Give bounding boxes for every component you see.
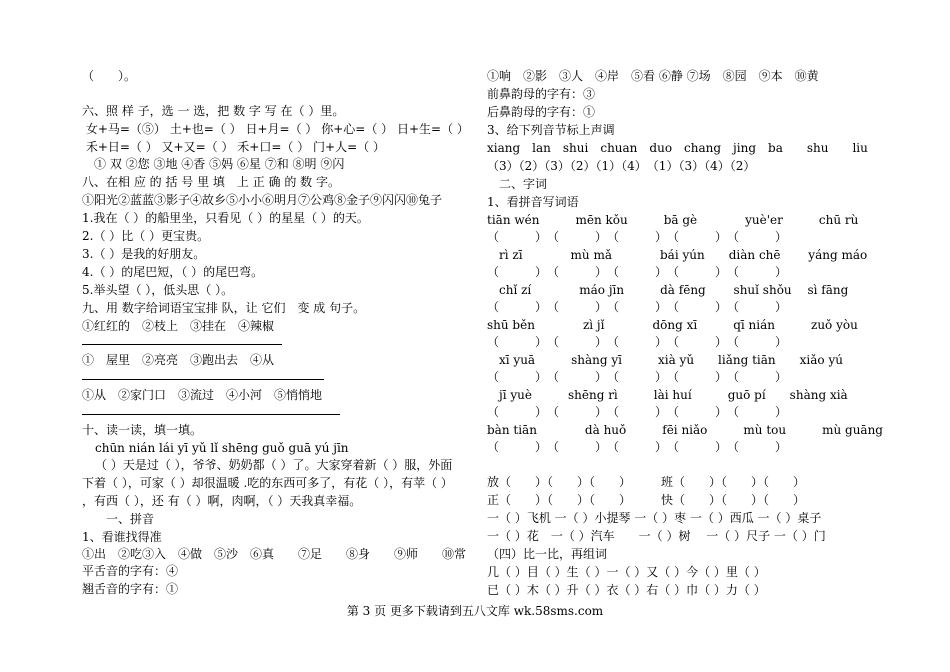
question-line: 5.举头望（ ），低头思（ ）。 xyxy=(82,283,234,297)
options-line: ①阳光②蓝蓝③影子④故乡⑤小小⑥明月⑦公鸡⑧金子⑨闪闪⑩兔子 xyxy=(82,193,443,207)
question-line: 3.（ ）是我的好朋友。 xyxy=(82,247,206,261)
question-line: 4.（ ）的尾巴短，（ ）的尾巴弯。 xyxy=(82,265,264,279)
text-line: （ ）。 xyxy=(82,69,137,83)
pinyin-line: rì zī mù mǎ bái yún diàn chē yáng máo xyxy=(487,248,868,262)
word-group: ①红红的 ②枝上 ③挂在 ④辣椒 xyxy=(82,319,275,333)
exercise-line: 禾+日=（ ） 又+又=（ ） 禾+口=（ ） 门+人=（ ） xyxy=(82,140,385,154)
quantifier-line: 一（ ）飞机 一（ ）小提琴 一（ ）枣 一（ ）西瓜 一（ ）桌子 xyxy=(487,511,822,525)
blank-line: （ ） （ ） （ ） （ ） （ ） xyxy=(487,405,788,419)
pinyin-line: shū běn zì jǐ dōng xī qī nián zuǒ yòu xyxy=(487,318,858,332)
section-9-title: 九、用 数字给词语宝宝排 队，让 它们 变 成 句子。 xyxy=(82,301,366,315)
question-line: 1.我在（ ）的船里坐，只看见（ ）的星星（ ）的天。 xyxy=(82,211,369,225)
section-6-title: 六、照 样 子，选 一 选，把 数 字 写 在（ ）里。 xyxy=(82,104,345,118)
passage-line: ，有西（ ），还 有（ ）啊，肉啊，（ ）天我真幸福。 xyxy=(82,494,362,508)
pinyin-line: chǐ zí máo jīn dà fēng shuǐ shǒu sì fāng xyxy=(487,283,849,297)
word-building-line: 放（ ）（ ）（ ） 班（ ）（ ）（ ） xyxy=(487,475,806,489)
section-10-title: 十、读一读，填一填。 xyxy=(82,423,203,437)
compare-line: 已（ ）木（ ）升（ ）衣（ ）右（ ）巾（ ）力（ ） xyxy=(487,583,766,597)
tone-answers: （3）（2）（3）（2）（1）（4） （1）（3）（4）（2） xyxy=(487,159,756,173)
word-building-line: 正（ ）（ ）（ ） 快（ ）（ ）（ ） xyxy=(487,493,806,507)
answer-line: 平舌音的字有：④ xyxy=(82,564,179,578)
section-4-title: （四）比一比，再组词 xyxy=(487,547,608,561)
question-title: 1、看谁找得准 xyxy=(82,530,162,544)
syllable-line: xiang lan shui chuan duo chang jing ba shu liu xyxy=(487,141,868,155)
answer-line xyxy=(82,379,324,380)
pinyin-line: chūn nián lái yī yǔ lǐ shēng guǒ guā yú jīn xyxy=(95,441,349,455)
part-2-title: 二、字词 xyxy=(487,177,548,191)
compare-line: 几（ ）目（ ）生（ ）一（ ）又（ ）今（ ）里（ ） xyxy=(487,565,766,579)
answer-line: 前鼻韵母的字有：③ xyxy=(487,87,596,101)
pinyin-line: bàn tiān dà huǒ fēi niǎo mù tou mù guāng xyxy=(487,423,883,437)
answer-line xyxy=(82,414,340,415)
part-1-title: 一、拼音 xyxy=(82,512,155,526)
pinyin-line: jī yuè shēng rì lài huí guō pí shàng xià xyxy=(487,388,848,402)
pinyin-line: xī yuā shàng yī xià yǔ liǎng tiān xiǎo yú xyxy=(487,353,843,367)
answer-line: 翘舌音的字有：① xyxy=(82,582,179,596)
question-title: 1、看拼音写词语 xyxy=(487,195,579,209)
answer-line xyxy=(82,344,282,345)
blank-line: （ ） （ ） （ ） （ ） （ ） xyxy=(487,440,788,454)
options-line: ①响 ②影 ③人 ④岸 ⑤看 ⑥静 ⑦场 ⑧园 ⑨本 ⑩黄 xyxy=(487,69,819,83)
blank-line: （ ） （ ） （ ） （ ） （ ） xyxy=(487,265,788,279)
pinyin-line: tiān wén mēn kǒu bā gè yuè'er chū rù xyxy=(487,213,859,227)
answer-line: 后鼻韵母的字有：① xyxy=(487,105,596,119)
word-group: ① 屋里 ②亮亮 ③跑出去 ④从 xyxy=(82,353,275,367)
exercise-line: 女+马=（⑤） 土+也=（ ） 日+月=（ ） 你+心=（ ） 日+生=（ ） xyxy=(82,122,469,136)
blank-line: （ ） （ ） （ ） （ ） （ ） xyxy=(487,370,788,384)
options-line: ① 双 ②您 ③地 ④香 ⑤妈 ⑥星 ⑦和 ⑧明 ⑨闪 xyxy=(82,157,345,171)
section-8-title: 八、在相 应 的 括 号 里 填 上 正 确 的 数 字。 xyxy=(82,175,340,189)
blank-line: （ ） （ ） （ ） （ ） （ ） xyxy=(487,335,788,349)
page-footer: 第 3 页 更多下载请到五八文库 wk.58sms.com xyxy=(346,604,604,618)
question-line: 2.（ ）比（ ）更宝贵。 xyxy=(82,229,210,243)
passage-line: 下着（ ），可家（ ）却很温暖 .吃的东西可多了，有花（ ），有苹（ ） xyxy=(82,476,453,490)
blank-line: （ ） （ ） （ ） （ ） （ ） xyxy=(487,230,788,244)
word-group: ①从 ②家门口 ③流过 ④小河 ⑤悄悄地 xyxy=(82,388,323,402)
passage-line: （ ）天是过（ ），爷爷、奶奶都（ ）了。大家穿着新（ ）服，外面 xyxy=(95,458,453,472)
question-title: 3、给下列音节标上声调 xyxy=(487,123,615,137)
options-line: ①出 ②吃③入 ④做 ⑤沙 ⑥真 ⑦足 ⑧身 ⑨师 ⑩常 xyxy=(82,547,467,561)
quantifier-line: 一（ ）花 一（ ）汽车 一（ ）树 一（ ）尺子 一（ ）门 xyxy=(487,529,826,543)
blank-line: （ ） （ ） （ ） （ ） （ ） xyxy=(487,300,788,314)
